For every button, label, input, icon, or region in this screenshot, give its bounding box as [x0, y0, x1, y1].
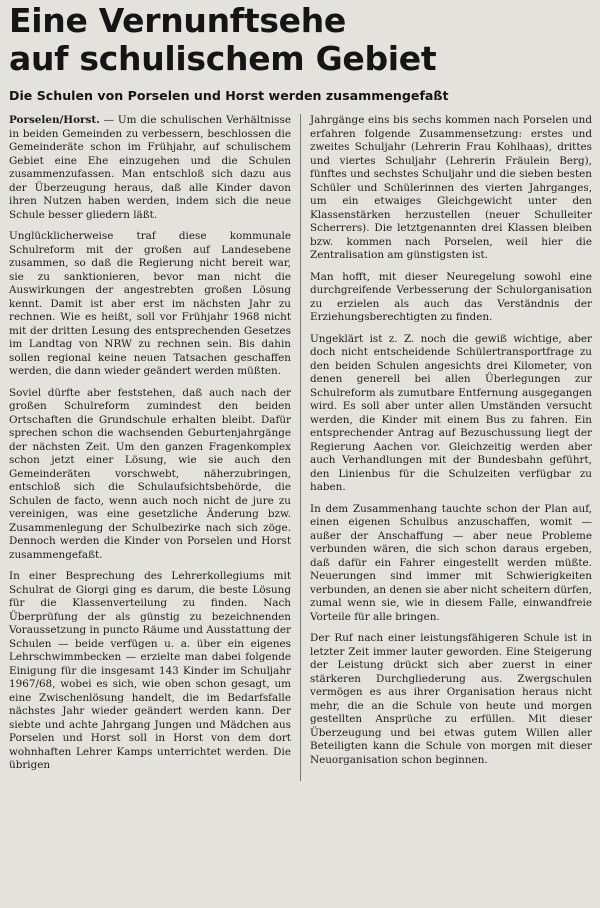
paragraph: In dem Zusammenhang tauchte schon der Plan auf, einen eigenen Schulbus anzuschaffen, womit — außer der Anschaffung — aber neue Probleme verbunden wären, die sich schon daraus ergeben, daß dafür ein Fahrer eingestellt werden müßte. Neuerungen sind immer mit Schwierigkeiten verbunden, an denen sie aber nicht scheitern dürfen, zumal wenn sie, wie in diesem Falle, einwandfreie Vorteile für alle bringen. [310, 502, 592, 623]
headline-line-2: auf schulischem Gebiet [9, 39, 437, 78]
paragraph: In einer Besprechung des Lehrerkollegiums mit Schulrat de Giorgi ging es darum, die beste Lösung für die Klassenverteilung zu finden. Nach Überprüfung der als günstig zu bezeichnenden Voraussetzung in puncto Räume und Ausstattung der Schulen — beide verfügen u. a. über ein eigenes Lehrschwimmbecken — erzielte man dabei folgende Einigung für die insgesamt 143 Kinder im Schuljahr 1967/68, wobei es sich, wie oben schon gesagt, um eine Zwischenlösung handelt, die im Bedarfsfalle nächstes Jahr wieder geändert werden kann. Der siebte und achte Jahrgang Jungen und Mädchen aus Porselen und Horst soll in Horst von dem dort wohnhaften Lehrer Kamps unterrichtet werden. Die übrigen [9, 570, 291, 771]
paragraph [9, 114, 291, 222]
dateline: Porselen/Horst. [9, 114, 100, 126]
paragraph: Man hofft, mit dieser Neuregelung sowohl eine durchgreifende Verbesserung der Schulorganisation zu erzielen als auch das Verständnis der Erziehungsberechtigten zu finden. [310, 270, 592, 323]
paragraph: Der Ruf nach einer leistungsfähigeren Schule ist in letzter Zeit immer lauter geworden. Eine Steigerung der Leistung drückt sich aber zuerst in einer stärkeren Durchgliederung aus. Zwergschulen vermögen es aus ihrer Organisation heraus nicht mehr, die an die Schule von heute und morgen gestellten Ansprüche zu erfüllen. Mit dieser Überzeugung und bei etwas gutem Willen aller Beteiligten kann die Schule von morgen mit dieser Neuorganisation schon beginnen. [310, 632, 592, 766]
headline-line-1: Eine Vernunftsehe [9, 1, 347, 40]
paragraph: Soviel dürfte aber feststehen, daß auch nach der großen Schulreform zumindest den beiden Ortschaften die Grundschule erhalten bleibt. Dafür sprechen schon die wachsenden Geburtenjahrgänge der nächsten Zeit. Um den ganzen Fragenkomplex schon jetzt einer Lösung, wie sie auch den Gemeinderäten vorschwebt, näherzubringen, entschloß sich die Schulaufsichtsbehörde, die Schulen de facto, wenn auch noch nicht de jure zu vereinigen, was eine gesetzliche Änderung bzw. Zusammenlegung der Schulbezirke nach sich zöge. Dennoch werden die Kinder von Porselen und Horst zusammengefaßt. [9, 386, 291, 561]
subheadline: Die Schulen von Porselen und Horst werden zusammengefaßt [9, 88, 449, 103]
column-divider [300, 114, 301, 781]
right-column [310, 114, 592, 775]
paragraph: Ungeklärt ist z. Z. noch die gewiß wichtige, aber doch nicht entscheidende Schülertransportfrage zu den beiden Schulen angesichts drei Kilometer, von denen generell bei allen Überlegungen zur Schulreform als zumutbare Entfernung ausgegangen wird. Es soll aber unter allen Umständen versucht werden, die Kinder mit einem Bus zu fahren. Ein entsprechender Antrag auf Bezuschussung liegt der Regierung Aachen vor. Gleichzeitig werden aber auch Verhandlungen mit der Bundesbahn geführt, den Linienbus für die Schulzeiten verfügbar zu haben. [310, 332, 592, 493]
paragraph: Unglücklicherweise traf diese kommunale Schulreform mit der großen auf Landesebene zusammen, so daß die Regierung nicht bereit war, sie zu sanktionieren, bevor man nicht die Auswirkungen der angestrebten großen Lösung kennt. Damit ist aber erst im nächsten Jahr zu rechnen. Wie es heißt, soll vor Frühjahr 1968 nicht mit der dritten Lesung des entsprechenden Gesetzes im Landtag von NRW zu rechnen sein. Bis dahin sollen regional keine neuen Tatsachen geschaffen werden, die dann wieder geändert werden müßten. [9, 230, 291, 377]
paragraph: Jahrgänge eins bis sechs kommen nach Porselen und erfahren folgende Zusammensetzung: erstes und zweites Schuljahr (Lehrerin Frau Kohlhaas), drittes und viertes Schuljahr (Lehrerin Fräulein Berg), fünftes und sechstes Schuljahr und die sieben besten Schüler und Schülerinnen des vierten Jahrganges, um ein etwaiges Gleichgewicht unter den Klassenstärken herzustellen (neuer Schulleiter Scherrers). Die letztgenannten drei Klassen bleiben bzw. kommen nach Porselen, weil hier die Zentralisation am günstigsten ist. [310, 114, 592, 261]
article-columns [9, 114, 592, 781]
paragraph-text: — Um die schulischen Verhältnisse in beiden Gemeinden zu verbessern, beschlossen die Gemeinderäte schon im Frühjahr, auf schulischem Gebiet eine Ehe einzugehen und die Schulen zusammenzufassen. Man entschloß sich dazu aus der Überzeugung heraus, daß alle Kinder davon ihren Nutzen haben werden, indem sich die neue Schule besser gliedern läßt. [9, 114, 291, 221]
headline [9, 2, 592, 78]
left-column [9, 114, 291, 781]
